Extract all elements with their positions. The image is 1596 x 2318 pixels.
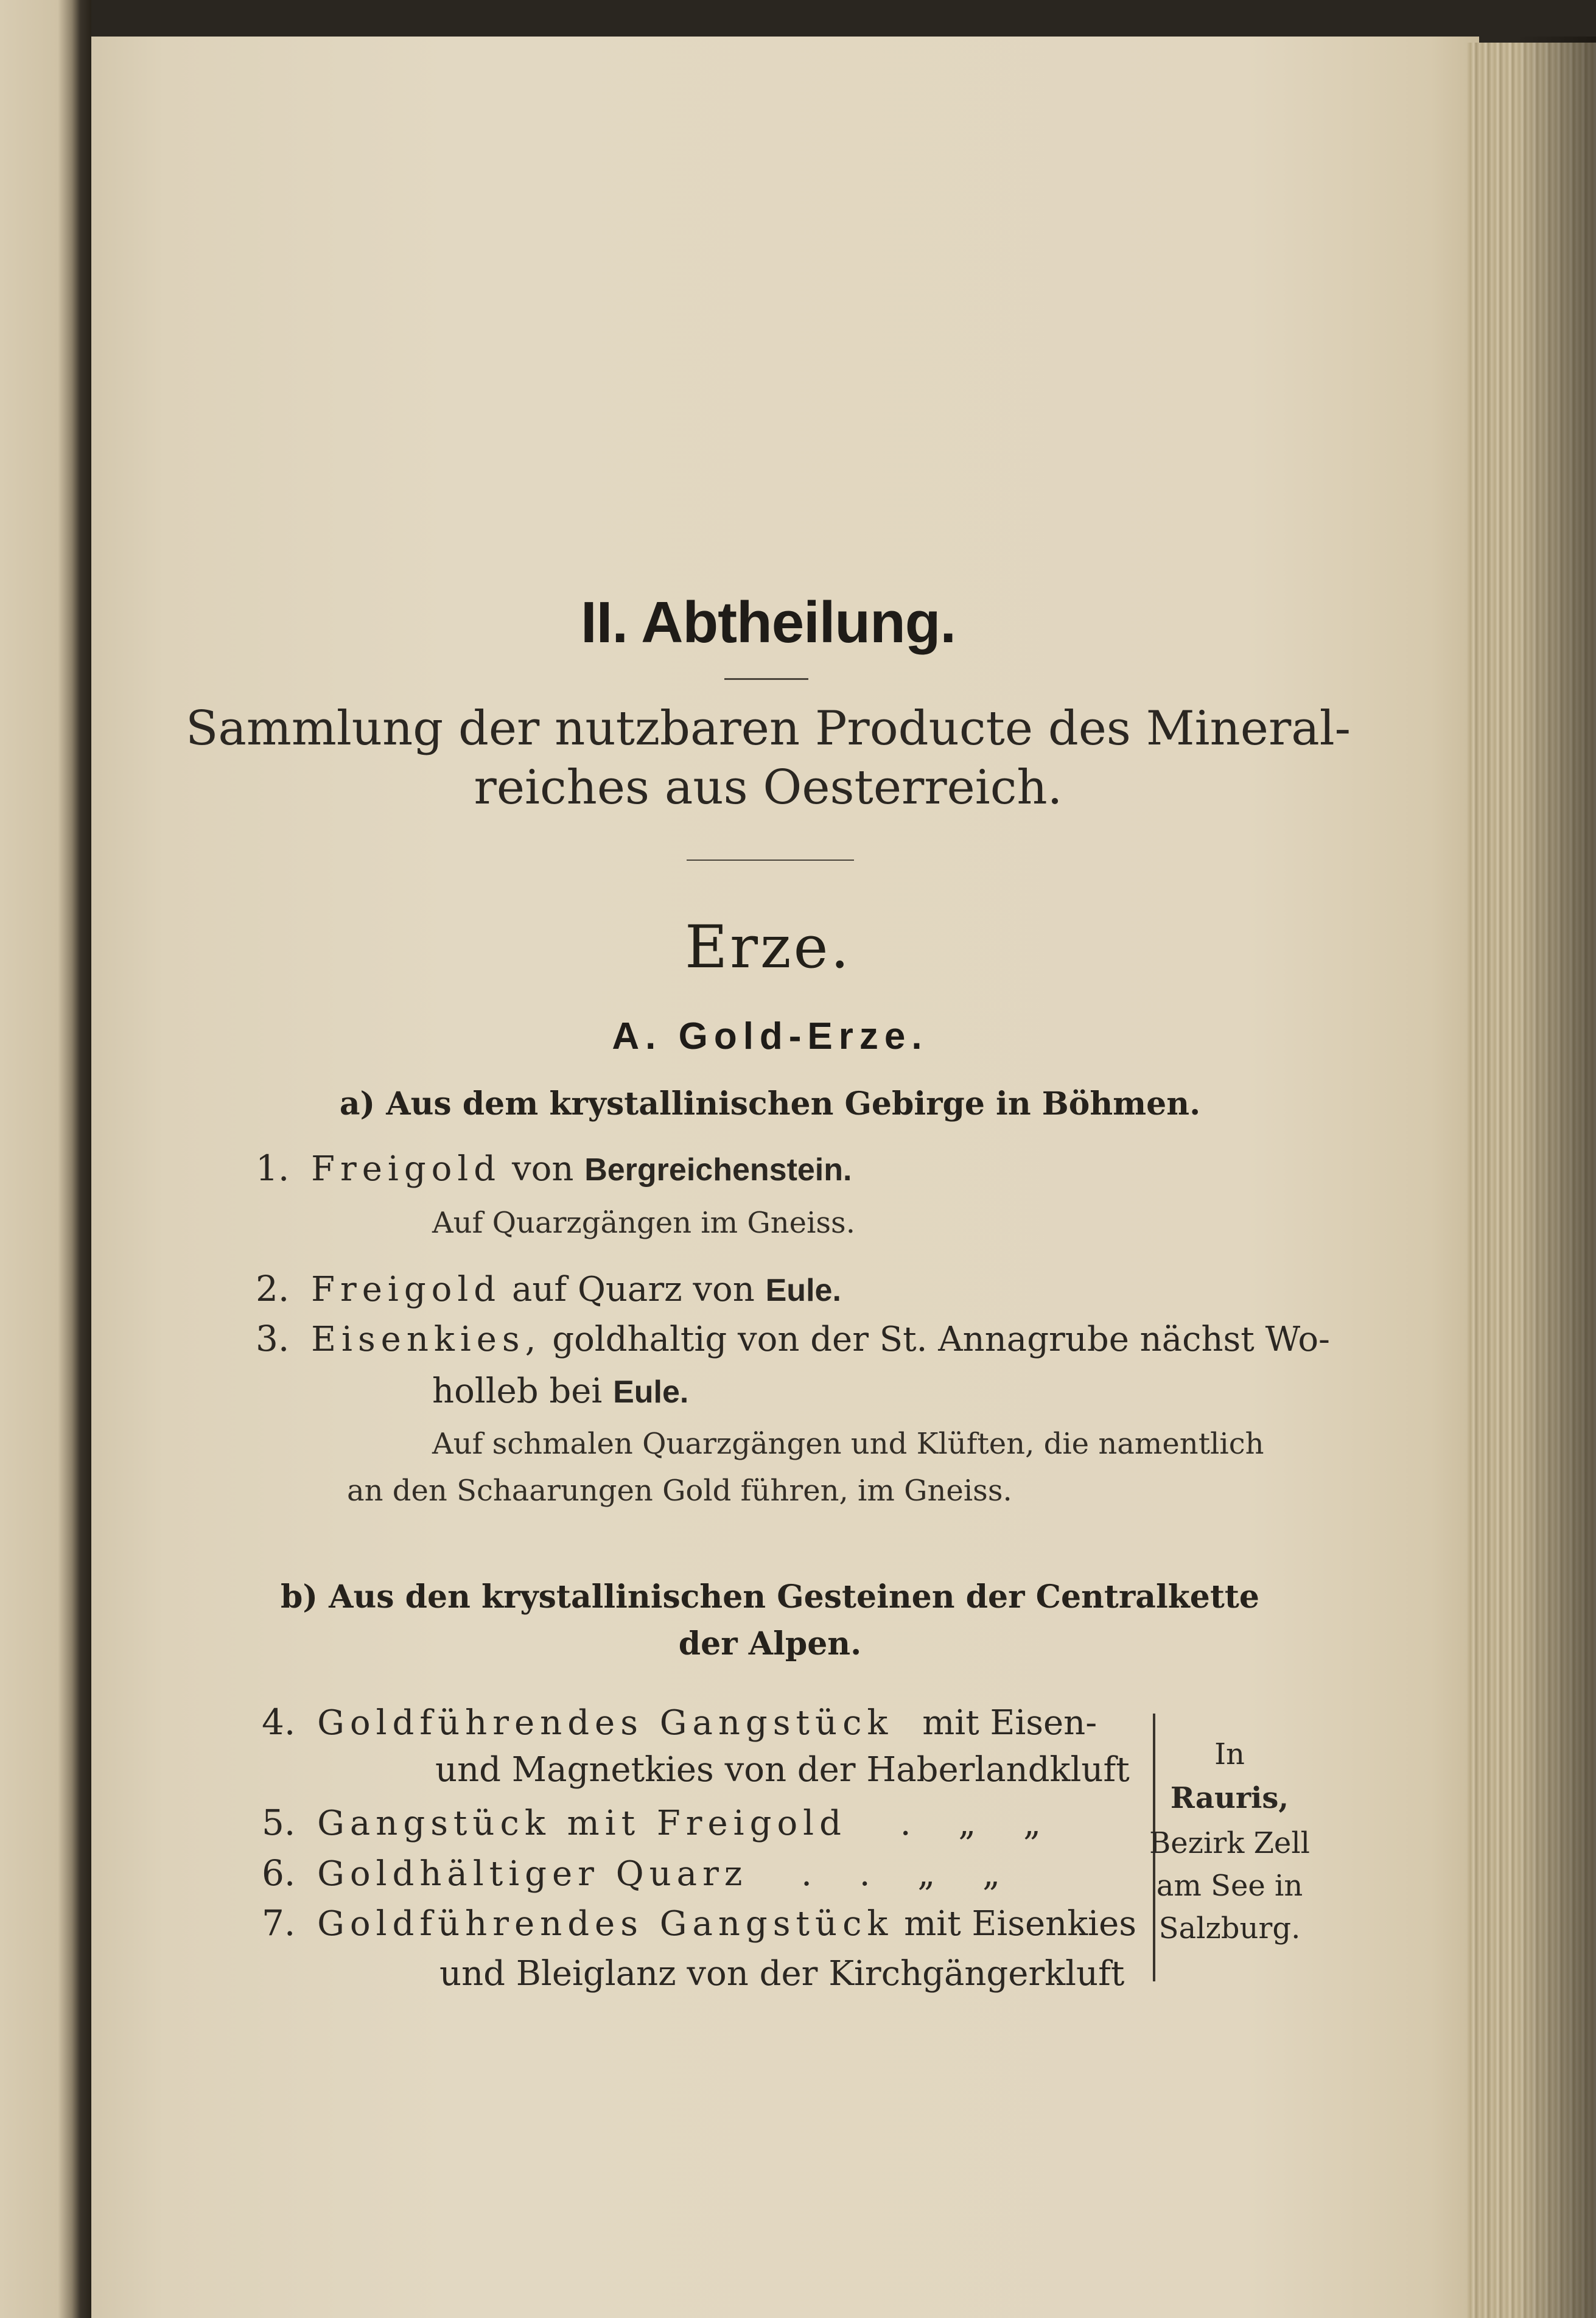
item-text: goldhaltig von der St. Annagrube nächst Wo- — [552, 1320, 1330, 1359]
location-line: Salzburg. — [1158, 1911, 1301, 1945]
item-label: Eisenkies, — [311, 1320, 542, 1359]
list-item — [256, 1318, 1330, 1359]
item-number: 3. — [256, 1318, 290, 1359]
list-item — [256, 1268, 841, 1309]
heading-rule — [724, 678, 808, 680]
list-item — [262, 1902, 1136, 1944]
item-label: Goldführendes Gangstück — [317, 1703, 894, 1743]
item-number: 2. — [256, 1268, 290, 1309]
list-item — [256, 1147, 852, 1189]
list-item-continuation: und Magnetkies von der Haberlandkluft — [435, 1750, 1130, 1790]
subsection-title: A. Gold-Erze. — [612, 1015, 928, 1057]
book-binding — [0, 0, 91, 2318]
location-line: am See in — [1156, 1869, 1303, 1903]
item-note: Auf Quarzgängen im Gneiss. — [432, 1206, 855, 1240]
item-note: an den Schaarungen Gold führen, im Gneiss. — [347, 1474, 1012, 1508]
group-b-title: b) Aus den krystallinischen Gesteinen der Centralkette — [281, 1578, 1259, 1616]
item-label: Goldführendes Gangstück — [317, 1904, 894, 1944]
ditto-marks: . . „ „ — [801, 1854, 1019, 1894]
page-edge-shadow — [1516, 37, 1596, 2318]
group-b-title-cont: der Alpen. — [678, 1625, 862, 1662]
item-label: Freigold — [311, 1270, 502, 1309]
list-item — [262, 1802, 1060, 1843]
list-item-continuation: und Bleiglanz von der Kirchgängerkluft — [439, 1954, 1125, 1994]
item-label: Freigold — [311, 1149, 502, 1189]
part-heading: II. Abtheilung. — [580, 590, 956, 655]
item-place: Eule. — [613, 1374, 689, 1410]
item-text: holleb bei — [432, 1371, 603, 1411]
location-line: In — [1214, 1737, 1245, 1771]
item-label: Gangstück mit Freigold — [317, 1804, 847, 1843]
location-line: Bezirk Zell — [1149, 1826, 1311, 1860]
item-text: von — [511, 1149, 574, 1189]
item-note: Auf schmalen Quarzgängen und Klüften, die namentlich — [432, 1427, 1264, 1461]
group-a-title: a) Aus dem krystallinischen Gebirge in Böhmen. — [339, 1085, 1201, 1122]
title-rule — [687, 860, 854, 861]
item-place: Eule. — [765, 1273, 841, 1308]
item-place: Bergreichenstein. — [584, 1152, 852, 1188]
item-label: Goldhältiger Quarz — [317, 1854, 748, 1894]
item-number: 6. — [262, 1852, 296, 1894]
item-number: 1. — [256, 1147, 290, 1189]
list-item — [262, 1852, 1019, 1894]
item-number: 4. — [262, 1701, 296, 1743]
list-item — [262, 1701, 1097, 1743]
location-line: Rauris, — [1170, 1781, 1289, 1815]
item-text: mit Eisen- — [922, 1703, 1097, 1743]
collection-title-line2: reiches aus Oesterreich. — [474, 760, 1063, 815]
item-number: 7. — [262, 1902, 296, 1944]
ditto-marks: . „ „ — [900, 1804, 1060, 1843]
section-title: Erze. — [685, 913, 852, 981]
list-item-continuation — [432, 1371, 689, 1411]
item-number: 5. — [262, 1802, 296, 1843]
item-text: mit Eisenkies — [904, 1904, 1136, 1944]
item-text: auf Quarz von — [511, 1270, 755, 1309]
collection-title-line1: Sammlung der nutzbaren Producte des Mineral- — [185, 701, 1351, 756]
